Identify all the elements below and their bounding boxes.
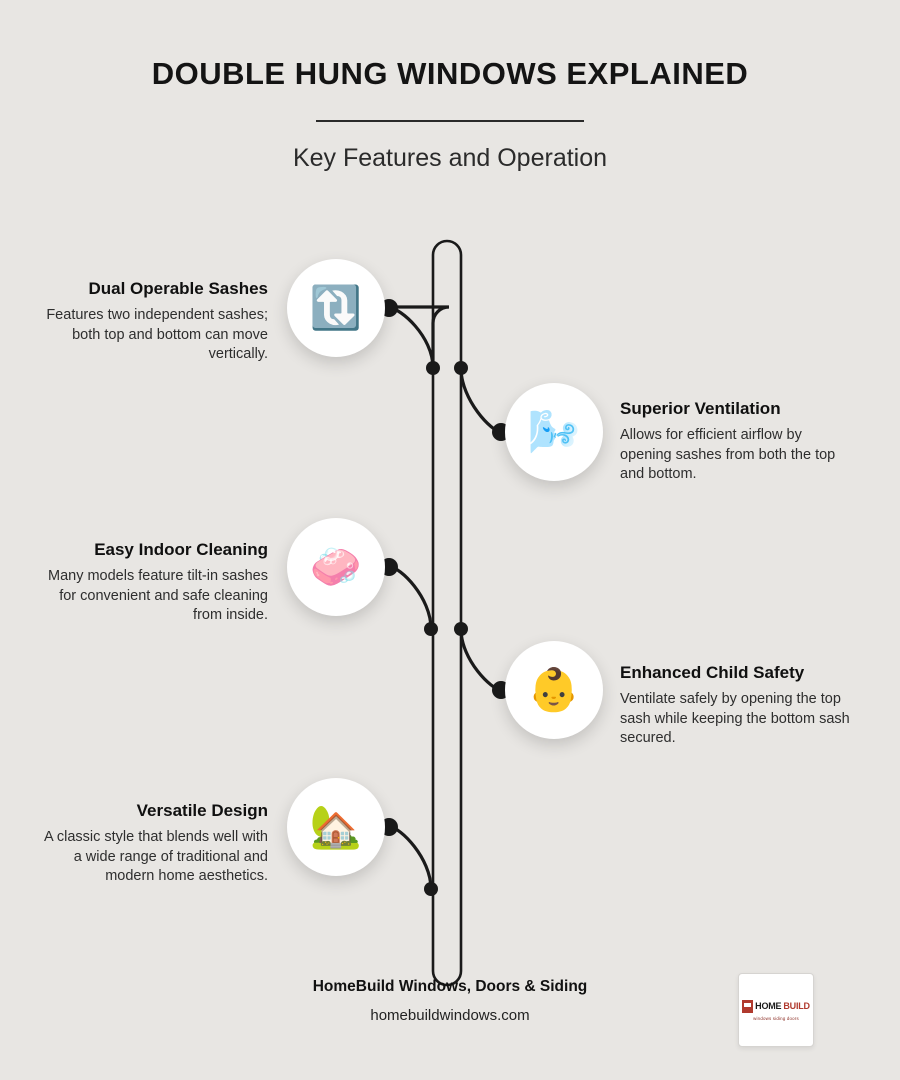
feature-text-3 — [38, 540, 268, 625]
logo-home-text: HOME — [755, 1001, 782, 1011]
feature-title-4: Enhanced Child Safety — [620, 663, 805, 682]
feature-text-2 — [620, 399, 850, 484]
feature-icon-bubble-5 — [287, 778, 385, 876]
house-logo-icon — [742, 1000, 753, 1013]
logo-wordmark — [742, 1000, 810, 1013]
feature-icon-bubble-4 — [505, 641, 603, 739]
feature-text-4 — [620, 663, 850, 748]
up-down-arrows-icon: 🔃 — [309, 284, 363, 331]
feature-title-3: Easy Indoor Cleaning — [94, 540, 268, 559]
feature-desc-1: Features two independent sashes; both top and bottom can move vertically. — [46, 307, 268, 362]
footer-company-name: HomeBuild Windows, Doors & Siding — [312, 978, 588, 995]
brand-logo[interactable] — [738, 973, 814, 1047]
baby-icon: 👶 — [527, 666, 581, 713]
page-subtitle: Key Features and Operation — [292, 144, 608, 172]
feature-desc-2: Allows for efficient airflow by opening sashes from both the top and bottom. — [620, 427, 836, 482]
house-with-garden-icon: 🏡 — [309, 803, 363, 850]
logo-build-text: BUILD — [783, 1001, 810, 1011]
feature-title-5: Versatile Design — [136, 801, 268, 820]
feature-title-1: Dual Operable Sashes — [88, 279, 268, 298]
feature-title-2: Superior Ventilation — [620, 399, 781, 418]
wind-face-icon: 🌬️ — [527, 408, 581, 455]
feature-desc-5: A classic style that blends well with a wide range of traditional and modern home aesthetics. — [43, 829, 268, 884]
soap-sponge-icon: 🧼 — [309, 543, 363, 590]
header — [0, 56, 900, 173]
feature-icon-bubble-2 — [505, 383, 603, 481]
footer-website[interactable]: homebuildwindows.com — [370, 1007, 530, 1024]
feature-text-1 — [38, 279, 268, 364]
logo-tagline: windows siding doors — [753, 1015, 799, 1021]
feature-icon-bubble-1 — [287, 259, 385, 357]
feature-text-5 — [38, 801, 268, 886]
feature-icon-bubble-3 — [287, 518, 385, 616]
page-title: DOUBLE HUNG WINDOWS EXPLAINED — [151, 56, 749, 91]
feature-desc-3: Many models feature tilt-in sashes for convenient and safe cleaning from inside. — [47, 568, 268, 623]
feature-desc-4: Ventilate safely by opening the top sash while keeping the bottom sash secured. — [620, 691, 850, 746]
title-divider — [316, 120, 584, 122]
